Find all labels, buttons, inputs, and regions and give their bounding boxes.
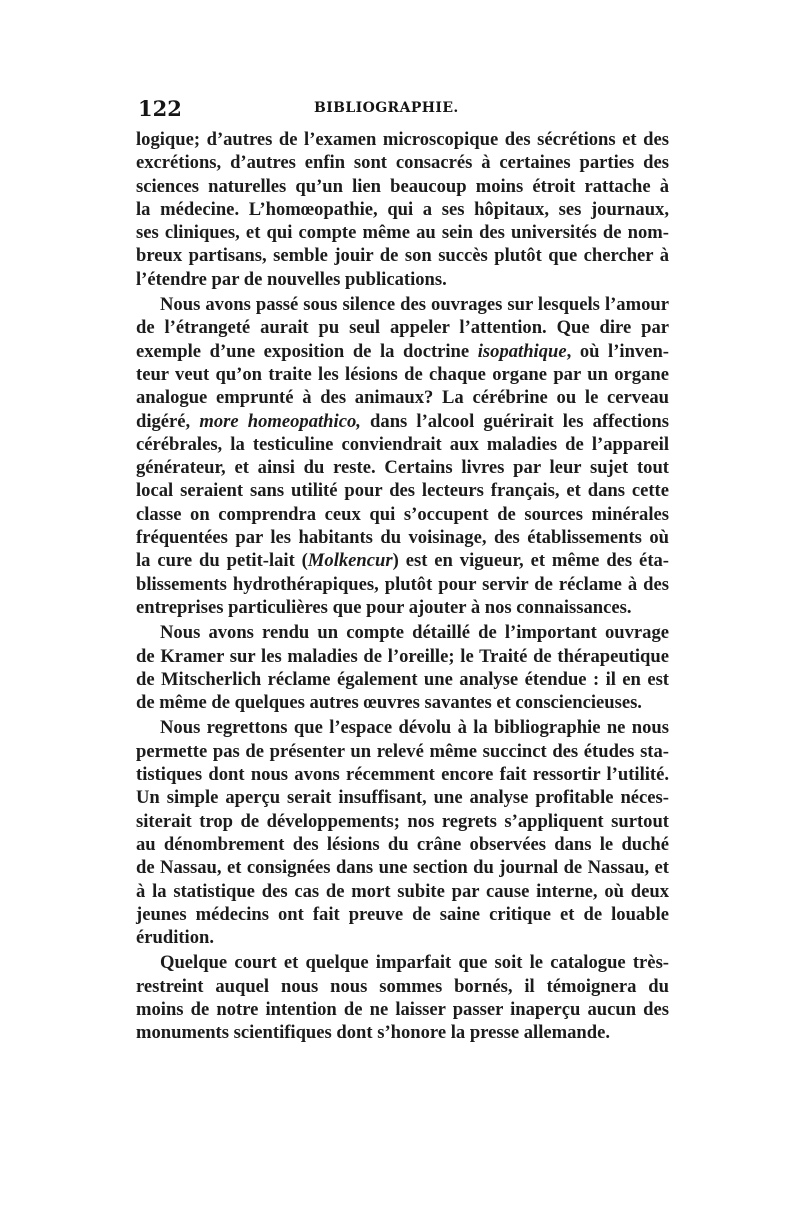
text-line — [136, 951, 669, 974]
text-line — [136, 363, 669, 386]
text-run: générateur, et ainsi du reste. Certains livres par leur sujet tout — [136, 457, 669, 479]
text-line — [136, 410, 669, 433]
text-line — [136, 998, 669, 1021]
text-run: entreprises particulières que pour ajouter à nos connaissances. — [136, 596, 632, 618]
text-run: Nous avons rendu un compte détaillé de l’important ouvrage — [160, 622, 669, 644]
text-run: la cure du petit-lait ( — [136, 550, 308, 572]
text-line — [136, 691, 669, 714]
italic-term: more homeopathico, — [199, 410, 361, 432]
text-run: siterait trop de développements; nos regrets s’appliquent surtout — [136, 810, 669, 832]
text-run: de Nassau, et consignées dans une section du journal de Nassau, et — [136, 857, 669, 879]
text-run: digéré, — [136, 410, 200, 432]
text-line — [136, 763, 669, 786]
text-run: ses cliniques, et qui compte même au sein des universités de nom- — [136, 222, 669, 244]
text-line — [136, 175, 669, 198]
text-line — [136, 1021, 669, 1044]
text-run: analogue emprunté à des animaux? La cérébrine ou le cerveau — [136, 387, 669, 409]
text-line — [136, 340, 669, 363]
body-text — [136, 128, 669, 1045]
text-run: de Kramer sur les maladies de l’oreille; le Traité de thérapeutique — [136, 645, 669, 667]
text-line — [136, 433, 669, 456]
text-run: jeunes médecins ont fait preuve de saine critique et de louable — [136, 903, 669, 925]
text-run: à la statistique des cas de mort subite par cause interne, où deux — [136, 880, 669, 902]
text-line — [136, 244, 669, 267]
text-run: dans l’alcool guérirait les affections — [360, 410, 670, 432]
text-line — [136, 293, 669, 316]
text-run: cérébrales, la testiculine conviendrait aux maladies de l’appareil — [136, 433, 669, 455]
text-run: moins de notre intention de ne laisser passer inaperçu aucun des — [136, 998, 669, 1020]
text-run: , où l’inven- — [566, 340, 670, 362]
text-run: breux partisans, semble jouir de son succès plutôt que chercher à — [136, 245, 669, 267]
text-run: teur veut qu’on traite les lésions de chaque organe par un organe — [136, 363, 669, 385]
text-run: Nous regrettons que l’espace dévolu à la bibliographie ne nous — [160, 717, 669, 739]
text-run: de même de quelques autres œuvres savantes et consciencieuses. — [136, 692, 642, 714]
paragraph — [136, 621, 669, 714]
italic-term: isopathique — [477, 340, 567, 362]
text-line — [136, 549, 669, 572]
text-line — [136, 975, 669, 998]
text-line — [136, 621, 669, 644]
text-line — [136, 386, 669, 409]
text-line — [136, 856, 669, 879]
text-line — [136, 479, 669, 502]
running-title: BIBLIOGRAPHIE. — [314, 100, 459, 116]
paragraph — [136, 716, 669, 949]
paragraph — [136, 293, 669, 619]
text-run: Un simple aperçu serait insuffisant, une analyse profitable néces- — [136, 787, 669, 809]
text-run: logique; d’autres de l’examen microscopique des sécrétions et des — [136, 129, 669, 150]
text-run: au dénombrement des lésions du crâne observées dans le duché — [136, 833, 669, 855]
text-run: exemple d’une exposition de la doctrine — [136, 340, 478, 362]
text-run: de l’étrangeté aurait pu seul appeler l’attention. Que dire par — [136, 317, 669, 339]
text-run: local seraient sans utilité pour des lecteurs français, et dans cette — [136, 480, 669, 502]
text-run: sciences naturelles qu’un lien beaucoup moins étroit rattache à — [136, 175, 669, 197]
text-line — [136, 151, 669, 174]
text-line — [136, 526, 669, 549]
page-number: 122 — [138, 96, 182, 121]
text-run: excrétions, d’autres enfin sont consacrés à certaines parties des — [136, 152, 669, 174]
text-run: l’étendre par de nouvelles publications. — [136, 268, 447, 290]
text-line — [136, 716, 669, 739]
text-line — [136, 128, 669, 151]
paragraph — [136, 128, 669, 291]
paragraph — [136, 951, 669, 1044]
text-run: ) est en vigueur, et même des éta- — [392, 550, 669, 572]
text-run: Quelque court et quelque imparfait que soit le catalogue très- — [160, 952, 669, 974]
italic-term: Molkencur — [307, 550, 393, 572]
text-line — [136, 268, 669, 291]
text-line — [136, 668, 669, 691]
text-line — [136, 596, 669, 619]
text-run: la médecine. L’homœopathie, qui a ses hôpitaux, ses journaux, — [136, 198, 669, 220]
text-line — [136, 786, 669, 809]
text-line — [136, 926, 669, 949]
text-line — [136, 456, 669, 479]
text-line — [136, 880, 669, 903]
text-run: Nous avons passé sous silence des ouvrages sur lesquels l’amour — [160, 294, 669, 316]
text-run: fréquentées par les habitants du voisinage, des établissements où — [136, 527, 669, 549]
text-run: tistiques dont nous avons récemment encore fait ressortir l’utilité. — [136, 764, 669, 786]
text-run: blissements hydrothérapiques, plutôt pour servir de réclame à des — [136, 573, 669, 595]
text-line — [136, 833, 669, 856]
text-run: permette pas de présenter un relevé même succinct des études sta- — [136, 740, 669, 762]
text-line — [136, 198, 669, 221]
text-line — [136, 645, 669, 668]
text-run: restreint auquel nous nous sommes bornés, il témoignera du — [136, 975, 669, 997]
text-line — [136, 810, 669, 833]
text-line — [136, 573, 669, 596]
text-line — [136, 316, 669, 339]
text-line — [136, 740, 669, 763]
text-run: classe on comprendra ceux qui s’occupent de sources minérales — [136, 503, 669, 525]
text-run: de Mitscherlich réclame également une analyse étendue : il en est — [136, 668, 669, 690]
text-run: érudition. — [136, 927, 214, 949]
text-line — [136, 221, 669, 244]
text-line — [136, 903, 669, 926]
text-line — [136, 503, 669, 526]
text-run: monuments scientifiques dont s’honore la presse allemande. — [136, 1022, 610, 1044]
page-header — [138, 96, 668, 126]
